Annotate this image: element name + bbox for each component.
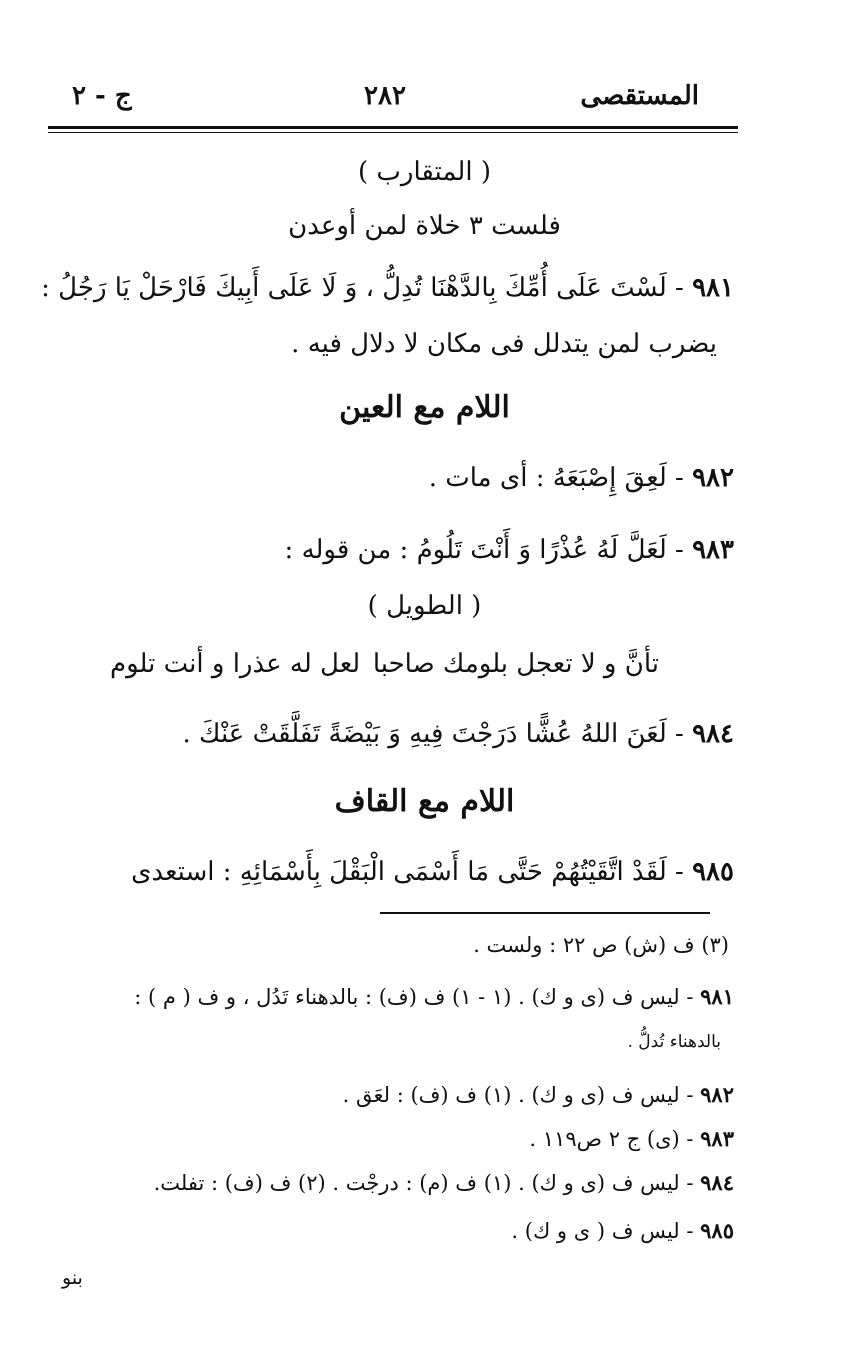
entry-984 [183, 714, 734, 754]
footnote-text: - ليس ف ( ى و ك) . [511, 1219, 694, 1243]
entry-number: ٩٨٥ [692, 857, 734, 887]
header-rule-thin [48, 132, 738, 133]
footnote-number: ٩٨٣ [700, 1126, 734, 1151]
entry-982 [429, 458, 734, 498]
header-rule-thick [48, 126, 738, 129]
entry-985 [131, 852, 734, 892]
footnote-984 [154, 1166, 734, 1200]
footnote-3: (٣) ف (ش) ص ٢٢ : ولست . [473, 933, 729, 957]
footnote-continuation: بالدهناء تُدلُّ . [627, 1032, 721, 1052]
footnote-text: - (ى) ج ٢ ص١١٩ . [529, 1127, 694, 1151]
footnote-number: ٩٨٢ [700, 1082, 734, 1107]
entry-text: - لَسْتَ عَلَى أُمِّكَ بِالدَّهْنَا تُدِلُّ ، وَ لَا عَلَى أَبِيكَ فَارْحَلْ يَا رَجُلُ : [41, 273, 684, 303]
entry-981 [41, 268, 734, 308]
running-title: المستقصى [580, 81, 699, 111]
volume-label: ج - ٢ [72, 81, 132, 111]
footnote-number: ٩٨٥ [700, 1218, 734, 1243]
footnote-text: - ليس ف (ى و ك) . (١) ف (ف) : لعَق . [342, 1083, 694, 1107]
entry-number: ٩٨٣ [692, 535, 734, 565]
entry-text: - لَعَنَ اللهُ عُشًّا دَرَجْتَ فِيهِ وَ بَيْضَةً تَفَلَّقَتْ عَنْكَ . [182, 719, 684, 749]
entry-text: - لَعِقَ إِصْبَعَهُ : أى مات . [428, 463, 684, 493]
section-heading: اللام مع العين [339, 390, 510, 425]
meter-label: ( الطويل ) [367, 591, 482, 621]
footnote-982 [343, 1078, 734, 1112]
verse-hemistich-1: تأنَّ و لا تعجل بلومك صاحبا [372, 649, 659, 679]
footnote-983 [529, 1122, 734, 1156]
footnote-985 [511, 1214, 734, 1248]
entry-983 [285, 530, 734, 570]
footnote-text: - ليس ف (ى و ك) . (١) ف (م) : درجْت . (٢) ف (ف) : تفلت. [153, 1171, 694, 1195]
entry-text: - لَعَلَّ لَهُ عُذْرًا وَ أَنْتَ تَلُومُ : من قوله : [284, 535, 684, 565]
entry-explanation: يضرب لمن يتدلل فى مكان لا دلال فيه . [291, 329, 717, 359]
footnote-981 [134, 980, 734, 1014]
footnote-number: ٩٨٤ [700, 1170, 734, 1195]
meter-label: ( المتقارب ) [358, 157, 491, 187]
signature-mark: بنو [62, 1267, 83, 1289]
page-number: ٢٨٢ [364, 81, 406, 111]
section-heading: اللام مع القاف [334, 784, 515, 819]
footnote-number: ٩٨١ [700, 984, 734, 1009]
verse-line: فلست ٣ خلاة لمن أوعدن [288, 211, 561, 241]
footnote-rule [380, 912, 710, 914]
verse-hemistich-2: لعل له عذرا و أنت تلوم [110, 649, 361, 679]
entry-number: ٩٨٤ [692, 719, 734, 749]
entry-number: ٩٨٢ [692, 463, 734, 493]
entry-text: - لَقَدْ اتَّقَيْتُهُمْ حَتَّى مَا أَسْمَى الْبَقْلَ بِأَسْمَائِهِ : استعدى [131, 857, 684, 887]
entry-number: ٩٨١ [692, 273, 734, 303]
footnote-text: - ليس ف (ى و ك) . (١ - ١) ف (ف) : بالدهناء تَدُل ، و ف ( م ) : [134, 985, 694, 1009]
